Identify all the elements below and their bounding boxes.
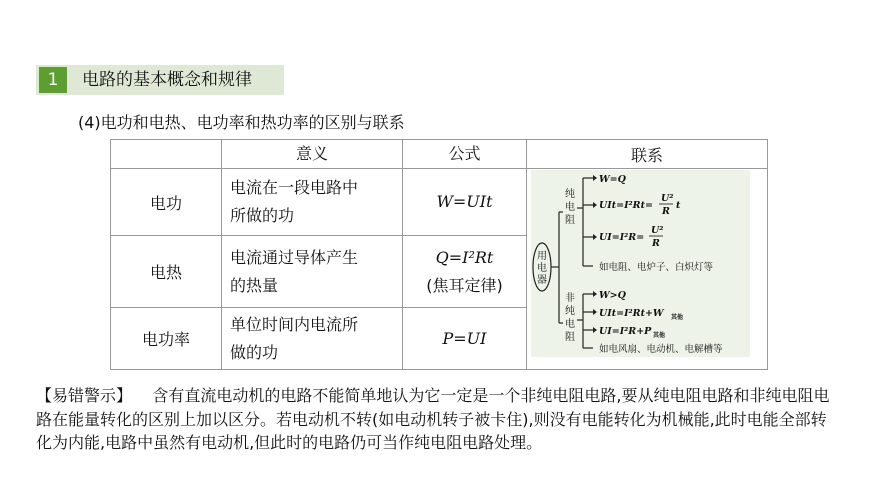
- meaning-line: 单位时间内电流所: [230, 314, 359, 334]
- row-formula: [403, 169, 527, 236]
- diagram-nonpure-label: 电: [565, 319, 575, 330]
- nonpure-eq3-sub: 其他: [653, 332, 666, 339]
- pure-eq2-right: t: [676, 200, 681, 211]
- pure-examples: 如电阻、电炉子、白炽灯等: [599, 262, 714, 273]
- formula-line: (焦耳定律): [426, 275, 503, 295]
- diagram-pure-label: 纯: [565, 189, 575, 200]
- row-meaning: [222, 308, 403, 370]
- section-number-badge: 1: [39, 67, 67, 93]
- table-header-cell: 意义: [222, 140, 403, 169]
- diagram-root-label: 用: [537, 251, 547, 262]
- warning-tag: 【易错警示】: [36, 386, 133, 405]
- table-header-cell: [111, 140, 222, 169]
- table-header-cell: 联系: [527, 140, 768, 169]
- formula-line: P=UI: [442, 328, 487, 348]
- formula-line: W=UIt: [436, 192, 493, 211]
- diagram-pure-label: 电: [565, 202, 575, 213]
- pure-eq1: W=Q: [599, 174, 626, 185]
- diagram-nonpure-label: 非: [565, 293, 575, 304]
- meaning-line: 电流通过导体产生: [230, 247, 359, 267]
- row-name: 电热: [111, 236, 222, 308]
- nonpure-eq2-sub: 其他: [671, 314, 684, 321]
- nonpure-eq1: W>Q: [599, 290, 626, 301]
- row-formula: [403, 308, 527, 370]
- row-meaning: [222, 169, 403, 236]
- meaning-line: 的热量: [230, 275, 279, 295]
- meaning-line: 做的功: [230, 342, 279, 362]
- meaning-line: 所做的功: [230, 206, 295, 225]
- pure-eq2-den: R: [662, 206, 670, 217]
- diagram-nonpure-label: 纯: [565, 306, 575, 317]
- table-header-row: [111, 140, 768, 169]
- row-meaning: [222, 236, 403, 308]
- diagram-root-label: 电: [537, 263, 547, 274]
- relation-diagram-svg: [531, 170, 750, 357]
- diagram-nonpure-label: 阻: [565, 332, 575, 343]
- diagram-pure-label: 阻: [565, 215, 575, 226]
- nonpure-eq3: UI=I²R+P: [599, 326, 652, 337]
- subtitle: (4)电功和电热、电功率和热功率的区别与联系: [78, 113, 405, 132]
- warning-paragraph: [36, 384, 836, 455]
- table-header-cell: 公式: [403, 140, 527, 169]
- relation-diagram: [531, 170, 750, 357]
- pure-eq3-den: R: [652, 238, 660, 249]
- section-title: 电路的基本概念和规律: [82, 70, 252, 90]
- pure-eq3-num: U²: [651, 225, 664, 236]
- meaning-line: 电流在一段电路中: [230, 178, 359, 197]
- row-formula: [403, 236, 527, 308]
- nonpure-examples: 如电风扇、电动机、电解槽等: [599, 344, 723, 355]
- nonpure-eq2: UIt=I²Rt+W: [599, 308, 664, 319]
- formula-line: Q=I²Rt: [435, 247, 494, 267]
- warning-text: 含有直流电动机的电路不能简单地认为它一定是一个非纯电阻电路,要从纯电阻电路和非纯电阻电路在能量转化的区别上加以区分。若电动机不转(如电动机转子被卡住),则没有电能转化为机械能,此时电能全部转化为内能,电路中虽然有电动机,但此时的电路仍可当作纯电阻电路处理。: [36, 386, 830, 452]
- diagram-root-label: 器: [537, 275, 547, 286]
- row-name: 电功率: [111, 308, 222, 370]
- pure-eq2-left: UIt=I²Rt=: [599, 200, 653, 211]
- pure-eq2-num: U²: [661, 193, 674, 204]
- pure-eq3-left: UI=I²R=: [599, 232, 645, 243]
- row-name: 电功: [111, 169, 222, 236]
